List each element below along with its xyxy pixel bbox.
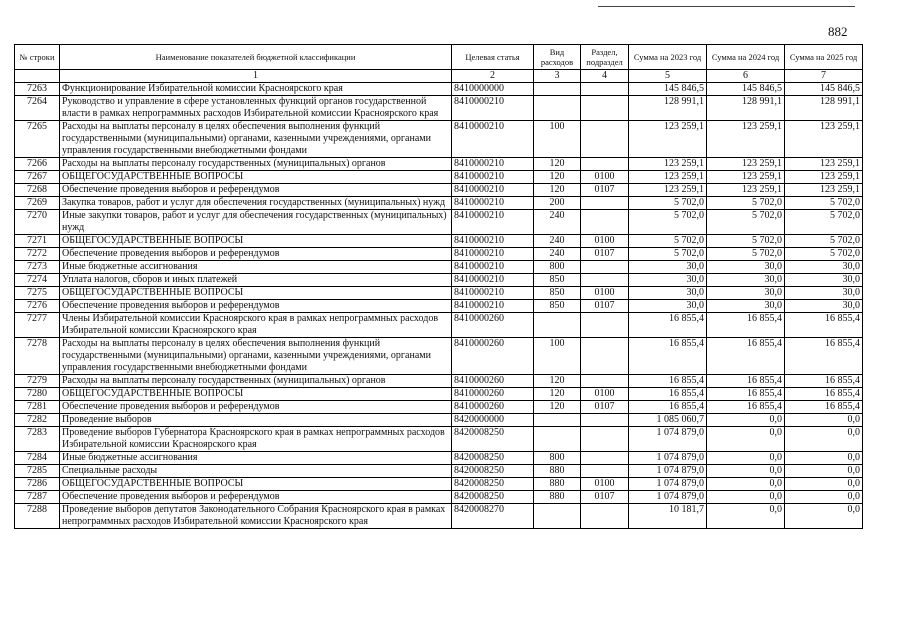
target-article-cell: 8410000210 (452, 248, 534, 261)
sum-2023-cell: 16 855,4 (629, 338, 707, 375)
sum-2024-cell: 123 259,1 (707, 158, 785, 171)
sum-2023-cell: 1 074 879,0 (629, 452, 707, 465)
sum-2025-cell: 123 259,1 (785, 171, 863, 184)
sum-2025-cell: 0,0 (785, 452, 863, 465)
row-number-cell: 7282 (15, 414, 60, 427)
sum-2024-cell: 30,0 (707, 287, 785, 300)
target-article-cell: 8420008250 (452, 478, 534, 491)
sum-2025-cell: 0,0 (785, 427, 863, 452)
sum-2024-cell: 0,0 (707, 414, 785, 427)
table-row (15, 197, 863, 210)
table-row (15, 388, 863, 401)
sum-2023-cell: 30,0 (629, 287, 707, 300)
sum-2024-cell: 30,0 (707, 261, 785, 274)
section-cell: 0107 (581, 300, 629, 313)
section-cell (581, 274, 629, 287)
expense-type-cell: 120 (534, 401, 581, 414)
table-row (15, 427, 863, 452)
expense-type-cell: 240 (534, 235, 581, 248)
section-cell: 0100 (581, 388, 629, 401)
row-number-cell: 7278 (15, 338, 60, 375)
sum-2023-cell: 145 846,5 (629, 83, 707, 96)
sum-2023-cell: 16 855,4 (629, 313, 707, 338)
row-number-cell: 7276 (15, 300, 60, 313)
section-cell: 0100 (581, 171, 629, 184)
section-cell (581, 465, 629, 478)
table-row (15, 83, 863, 96)
sum-2024-cell: 0,0 (707, 465, 785, 478)
expense-type-cell: 120 (534, 158, 581, 171)
column-index-row (15, 70, 863, 83)
item-name-cell: Руководство и управление в сфере установленных функций органов государственной власти в рамках непрограммных расходов Избирательной комиссии Красноярского края (60, 96, 452, 121)
item-name-cell: Закупка товаров, работ и услуг для обеспечения государственных (муниципальных) нужд (60, 197, 452, 210)
header-num: № строки (15, 45, 60, 70)
table-row (15, 452, 863, 465)
table-row (15, 184, 863, 197)
section-cell (581, 313, 629, 338)
sum-2025-cell: 16 855,4 (785, 388, 863, 401)
section-cell: 0100 (581, 478, 629, 491)
item-name-cell: Проведение выборов депутатов Законодательного Собрания Красноярского края в рамках непрограммных расходов Избирательной комиссии Красноярского края (60, 504, 452, 529)
target-article-cell: 8410000260 (452, 375, 534, 388)
section-cell (581, 121, 629, 158)
item-name-cell: Специальные расходы (60, 465, 452, 478)
item-name-cell: ОБЩЕГОСУДАРСТВЕННЫЕ ВОПРОСЫ (60, 478, 452, 491)
row-number-cell: 7268 (15, 184, 60, 197)
sum-2023-cell: 5 702,0 (629, 197, 707, 210)
section-cell (581, 338, 629, 375)
table-row (15, 491, 863, 504)
target-article-cell: 8410000210 (452, 235, 534, 248)
sum-2023-cell: 128 991,1 (629, 96, 707, 121)
item-name-cell: ОБЩЕГОСУДАРСТВЕННЫЕ ВОПРОСЫ (60, 235, 452, 248)
page-number: 882 (828, 24, 848, 39)
sum-2025-cell: 30,0 (785, 274, 863, 287)
section-cell (581, 197, 629, 210)
sum-2025-cell: 5 702,0 (785, 248, 863, 261)
row-number-cell: 7280 (15, 388, 60, 401)
sum-2023-cell: 16 855,4 (629, 388, 707, 401)
section-cell (581, 96, 629, 121)
budget-table (14, 44, 863, 529)
table-body (15, 83, 863, 529)
sum-2024-cell: 128 991,1 (707, 96, 785, 121)
sum-2025-cell: 123 259,1 (785, 121, 863, 158)
target-article-cell: 8420008250 (452, 452, 534, 465)
header-target-article: Целевая статья (452, 45, 534, 70)
row-number-cell: 7271 (15, 235, 60, 248)
sum-2023-cell: 123 259,1 (629, 121, 707, 158)
section-cell (581, 504, 629, 529)
sum-2023-cell: 1 085 060,7 (629, 414, 707, 427)
target-article-cell: 8410000260 (452, 313, 534, 338)
sum-2024-cell: 5 702,0 (707, 210, 785, 235)
sum-2024-cell: 0,0 (707, 504, 785, 529)
expense-type-cell: 120 (534, 184, 581, 197)
sum-2023-cell: 1 074 879,0 (629, 427, 707, 452)
sum-2024-cell: 5 702,0 (707, 235, 785, 248)
row-number-cell: 7287 (15, 491, 60, 504)
header-sum-2025: Сумма на 2025 год (785, 45, 863, 70)
sum-2023-cell: 1 074 879,0 (629, 465, 707, 478)
expense-type-cell: 200 (534, 197, 581, 210)
item-name-cell: Проведение выборов Губернатора Красноярского края в рамках непрограммных расходов Избирательной комиссии Красноярского края (60, 427, 452, 452)
sum-2025-cell: 16 855,4 (785, 401, 863, 414)
expense-type-cell: 240 (534, 248, 581, 261)
target-article-cell: 8410000260 (452, 401, 534, 414)
item-name-cell: ОБЩЕГОСУДАРСТВЕННЫЕ ВОПРОСЫ (60, 171, 452, 184)
index-cell (15, 70, 60, 83)
header-rule (598, 6, 855, 7)
expense-type-cell: 800 (534, 261, 581, 274)
section-cell (581, 427, 629, 452)
expense-type-cell: 880 (534, 491, 581, 504)
target-article-cell: 8410000210 (452, 261, 534, 274)
table-row (15, 210, 863, 235)
index-cell: 1 (60, 70, 452, 83)
target-article-cell: 8420000000 (452, 414, 534, 427)
item-name-cell: Обеспечение проведения выборов и референдумов (60, 248, 452, 261)
row-number-cell: 7263 (15, 83, 60, 96)
sum-2024-cell: 30,0 (707, 274, 785, 287)
sum-2025-cell: 123 259,1 (785, 158, 863, 171)
sum-2025-cell: 128 991,1 (785, 96, 863, 121)
sum-2025-cell: 30,0 (785, 261, 863, 274)
sum-2023-cell: 1 074 879,0 (629, 491, 707, 504)
section-cell: 0107 (581, 248, 629, 261)
table-row (15, 261, 863, 274)
expense-type-cell (534, 427, 581, 452)
target-article-cell: 8420008250 (452, 427, 534, 452)
expense-type-cell: 850 (534, 287, 581, 300)
table-row (15, 478, 863, 491)
table-row (15, 248, 863, 261)
target-article-cell: 8410000210 (452, 287, 534, 300)
sum-2025-cell: 0,0 (785, 478, 863, 491)
item-name-cell: Функционирование Избирательной комиссии Красноярского края (60, 83, 452, 96)
section-cell (581, 414, 629, 427)
section-cell: 0100 (581, 287, 629, 300)
sum-2023-cell: 123 259,1 (629, 184, 707, 197)
row-number-cell: 7272 (15, 248, 60, 261)
header-expense-type: Вид расходов (534, 45, 581, 70)
section-cell (581, 261, 629, 274)
table-row (15, 96, 863, 121)
expense-type-cell (534, 414, 581, 427)
expense-type-cell: 880 (534, 465, 581, 478)
expense-type-cell: 100 (534, 121, 581, 158)
row-number-cell: 7264 (15, 96, 60, 121)
table-row (15, 158, 863, 171)
sum-2023-cell: 123 259,1 (629, 171, 707, 184)
target-article-cell: 8410000210 (452, 171, 534, 184)
table-row (15, 313, 863, 338)
sum-2025-cell: 5 702,0 (785, 210, 863, 235)
sum-2023-cell: 10 181,7 (629, 504, 707, 529)
sum-2024-cell: 30,0 (707, 300, 785, 313)
target-article-cell: 8410000210 (452, 184, 534, 197)
target-article-cell: 8410000260 (452, 388, 534, 401)
table-row (15, 287, 863, 300)
row-number-cell: 7286 (15, 478, 60, 491)
sum-2023-cell: 123 259,1 (629, 158, 707, 171)
item-name-cell: Расходы на выплаты персоналу государственных (муниципальных) органов (60, 158, 452, 171)
sum-2024-cell: 5 702,0 (707, 197, 785, 210)
sum-2025-cell: 0,0 (785, 504, 863, 529)
item-name-cell: Расходы на выплаты персоналу в целях обеспечения выполнения функций государственными (муниципальными) органами, казенными учреждениями, органами управления государственными внебюджетными фондами (60, 338, 452, 375)
section-cell (581, 210, 629, 235)
item-name-cell: Расходы на выплаты персоналу в целях обеспечения выполнения функций государственными (муниципальными) органами, казенными учреждениями, органами управления государственными внебюджетными фондами (60, 121, 452, 158)
header-row (15, 45, 863, 70)
target-article-cell: 8410000210 (452, 158, 534, 171)
target-article-cell: 8420008250 (452, 465, 534, 478)
section-cell: 0107 (581, 184, 629, 197)
sum-2024-cell: 123 259,1 (707, 171, 785, 184)
row-number-cell: 7275 (15, 287, 60, 300)
sum-2024-cell: 16 855,4 (707, 388, 785, 401)
sum-2025-cell: 0,0 (785, 465, 863, 478)
expense-type-cell: 100 (534, 338, 581, 375)
sum-2025-cell: 0,0 (785, 414, 863, 427)
section-cell: 0107 (581, 491, 629, 504)
table-row (15, 235, 863, 248)
expense-type-cell: 120 (534, 171, 581, 184)
index-cell: 6 (707, 70, 785, 83)
sum-2025-cell: 123 259,1 (785, 184, 863, 197)
item-name-cell: Расходы на выплаты персоналу государственных (муниципальных) органов (60, 375, 452, 388)
sum-2025-cell: 16 855,4 (785, 338, 863, 375)
sum-2023-cell: 16 855,4 (629, 375, 707, 388)
expense-type-cell: 240 (534, 210, 581, 235)
row-number-cell: 7279 (15, 375, 60, 388)
sum-2025-cell: 145 846,5 (785, 83, 863, 96)
target-article-cell: 8410000210 (452, 300, 534, 313)
expense-type-cell: 850 (534, 300, 581, 313)
row-number-cell: 7269 (15, 197, 60, 210)
sum-2023-cell: 1 074 879,0 (629, 478, 707, 491)
sum-2025-cell: 16 855,4 (785, 375, 863, 388)
row-number-cell: 7266 (15, 158, 60, 171)
row-number-cell: 7277 (15, 313, 60, 338)
sum-2023-cell: 30,0 (629, 274, 707, 287)
expense-type-cell: 880 (534, 478, 581, 491)
row-number-cell: 7283 (15, 427, 60, 452)
header-sum-2023: Сумма на 2023 год (629, 45, 707, 70)
target-article-cell: 8420008250 (452, 491, 534, 504)
expense-type-cell: 800 (534, 452, 581, 465)
target-article-cell: 8410000210 (452, 121, 534, 158)
sum-2024-cell: 0,0 (707, 452, 785, 465)
expense-type-cell: 850 (534, 274, 581, 287)
index-cell: 7 (785, 70, 863, 83)
table-row (15, 414, 863, 427)
index-cell: 3 (534, 70, 581, 83)
row-number-cell: 7281 (15, 401, 60, 414)
sum-2023-cell: 30,0 (629, 261, 707, 274)
target-article-cell: 8410000210 (452, 96, 534, 121)
section-cell (581, 375, 629, 388)
item-name-cell: Иные бюджетные ассигнования (60, 452, 452, 465)
expense-type-cell (534, 504, 581, 529)
item-name-cell: Обеспечение проведения выборов и референдумов (60, 491, 452, 504)
sum-2024-cell: 0,0 (707, 491, 785, 504)
target-article-cell: 8410000210 (452, 274, 534, 287)
section-cell (581, 452, 629, 465)
sum-2024-cell: 5 702,0 (707, 248, 785, 261)
sum-2024-cell: 123 259,1 (707, 184, 785, 197)
index-cell: 2 (452, 70, 534, 83)
target-article-cell: 8410000210 (452, 197, 534, 210)
row-number-cell: 7288 (15, 504, 60, 529)
sum-2025-cell: 5 702,0 (785, 197, 863, 210)
table-row (15, 465, 863, 478)
sum-2025-cell: 30,0 (785, 300, 863, 313)
sum-2025-cell: 16 855,4 (785, 313, 863, 338)
expense-type-cell (534, 313, 581, 338)
sum-2024-cell: 0,0 (707, 427, 785, 452)
item-name-cell: Обеспечение проведения выборов и референдумов (60, 184, 452, 197)
table-row (15, 300, 863, 313)
item-name-cell: ОБЩЕГОСУДАРСТВЕННЫЕ ВОПРОСЫ (60, 388, 452, 401)
row-number-cell: 7265 (15, 121, 60, 158)
sum-2024-cell: 16 855,4 (707, 375, 785, 388)
sum-2023-cell: 5 702,0 (629, 248, 707, 261)
sum-2023-cell: 16 855,4 (629, 401, 707, 414)
sum-2024-cell: 123 259,1 (707, 121, 785, 158)
header-name: Наименование показателей бюджетной классификации (60, 45, 452, 70)
section-cell: 0100 (581, 235, 629, 248)
sum-2024-cell: 16 855,4 (707, 313, 785, 338)
section-cell: 0107 (581, 401, 629, 414)
section-cell (581, 83, 629, 96)
row-number-cell: 7267 (15, 171, 60, 184)
table-row (15, 121, 863, 158)
row-number-cell: 7270 (15, 210, 60, 235)
table-row (15, 375, 863, 388)
target-article-cell: 8420008270 (452, 504, 534, 529)
item-name-cell: Члены Избирательной комиссии Красноярского края в рамках непрограммных расходов Избирательной комиссии Красноярского края (60, 313, 452, 338)
table-row (15, 171, 863, 184)
sum-2025-cell: 5 702,0 (785, 235, 863, 248)
table-row (15, 338, 863, 375)
target-article-cell: 8410000000 (452, 83, 534, 96)
table-row (15, 504, 863, 529)
expense-type-cell: 120 (534, 388, 581, 401)
expense-type-cell (534, 83, 581, 96)
row-number-cell: 7274 (15, 274, 60, 287)
item-name-cell: ОБЩЕГОСУДАРСТВЕННЫЕ ВОПРОСЫ (60, 287, 452, 300)
expense-type-cell (534, 96, 581, 121)
sum-2024-cell: 16 855,4 (707, 338, 785, 375)
table-row (15, 401, 863, 414)
section-cell (581, 158, 629, 171)
sum-2023-cell: 5 702,0 (629, 210, 707, 235)
expense-type-cell: 120 (534, 375, 581, 388)
row-number-cell: 7284 (15, 452, 60, 465)
item-name-cell: Обеспечение проведения выборов и референдумов (60, 401, 452, 414)
header-sum-2024: Сумма на 2024 год (707, 45, 785, 70)
sum-2025-cell: 30,0 (785, 287, 863, 300)
row-number-cell: 7273 (15, 261, 60, 274)
item-name-cell: Обеспечение проведения выборов и референдумов (60, 300, 452, 313)
index-cell: 5 (629, 70, 707, 83)
item-name-cell: Проведение выборов (60, 414, 452, 427)
target-article-cell: 8410000260 (452, 338, 534, 375)
index-cell: 4 (581, 70, 629, 83)
sum-2024-cell: 0,0 (707, 478, 785, 491)
item-name-cell: Иные закупки товаров, работ и услуг для обеспечения государственных (муниципальных) нужд (60, 210, 452, 235)
sum-2024-cell: 145 846,5 (707, 83, 785, 96)
item-name-cell: Иные бюджетные ассигнования (60, 261, 452, 274)
item-name-cell: Уплата налогов, сборов и иных платежей (60, 274, 452, 287)
sum-2024-cell: 16 855,4 (707, 401, 785, 414)
sum-2023-cell: 30,0 (629, 300, 707, 313)
target-article-cell: 8410000210 (452, 210, 534, 235)
sum-2023-cell: 5 702,0 (629, 235, 707, 248)
row-number-cell: 7285 (15, 465, 60, 478)
header-section: Раздел, подраздел (581, 45, 629, 70)
table-row (15, 274, 863, 287)
sum-2025-cell: 0,0 (785, 491, 863, 504)
